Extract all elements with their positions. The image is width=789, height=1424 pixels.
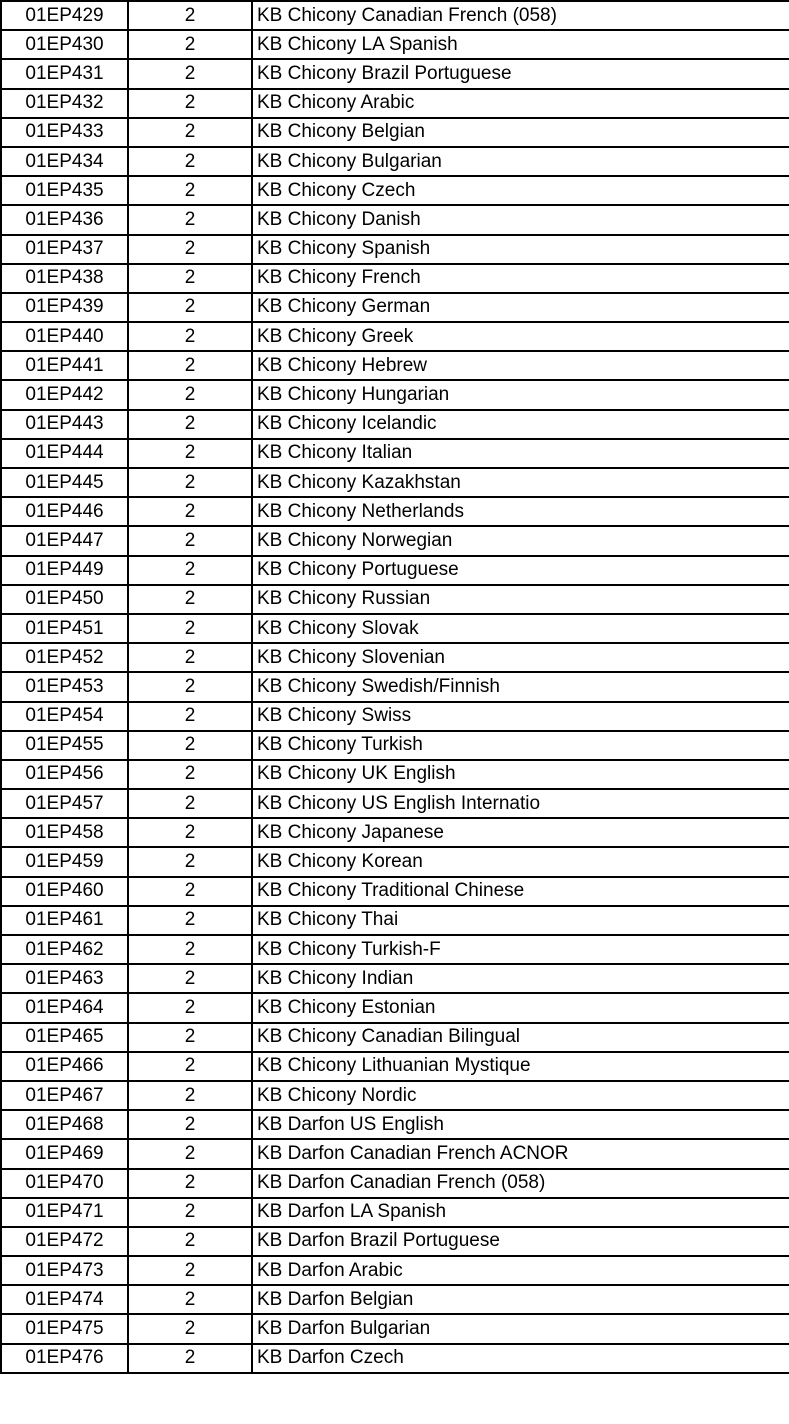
table-row bbox=[1, 993, 789, 1022]
part-number-cell: 01EP456 bbox=[1, 760, 128, 789]
quantity-cell: 2 bbox=[128, 1344, 252, 1373]
description-cell: KB Darfon US English bbox=[252, 1110, 789, 1139]
quantity-cell: 2 bbox=[128, 322, 252, 351]
table-row bbox=[1, 468, 789, 497]
table-row bbox=[1, 1227, 789, 1256]
table-row bbox=[1, 760, 789, 789]
quantity-cell: 2 bbox=[128, 1, 252, 30]
part-number-cell: 01EP465 bbox=[1, 1023, 128, 1052]
part-number-cell: 01EP451 bbox=[1, 614, 128, 643]
quantity-cell: 2 bbox=[128, 1256, 252, 1285]
quantity-cell: 2 bbox=[128, 585, 252, 614]
part-number-cell: 01EP470 bbox=[1, 1169, 128, 1198]
table-row bbox=[1, 410, 789, 439]
description-cell: KB Chicony Japanese bbox=[252, 818, 789, 847]
quantity-cell: 2 bbox=[128, 1169, 252, 1198]
quantity-cell: 2 bbox=[128, 877, 252, 906]
description-cell: KB Darfon Brazil Portuguese bbox=[252, 1227, 789, 1256]
part-number-cell: 01EP453 bbox=[1, 672, 128, 701]
table-row bbox=[1, 89, 789, 118]
part-number-cell: 01EP460 bbox=[1, 877, 128, 906]
description-cell: KB Chicony Turkish bbox=[252, 731, 789, 760]
part-number-cell: 01EP433 bbox=[1, 118, 128, 147]
description-cell: KB Chicony Kazakhstan bbox=[252, 468, 789, 497]
description-cell: KB Chicony Lithuanian Mystique bbox=[252, 1052, 789, 1081]
part-number-cell: 01EP449 bbox=[1, 556, 128, 585]
table-row bbox=[1, 556, 789, 585]
part-number-cell: 01EP442 bbox=[1, 380, 128, 409]
table-row bbox=[1, 789, 789, 818]
table-row bbox=[1, 1314, 789, 1343]
quantity-cell: 2 bbox=[128, 818, 252, 847]
description-cell: KB Chicony French bbox=[252, 264, 789, 293]
table-row bbox=[1, 380, 789, 409]
quantity-cell: 2 bbox=[128, 1023, 252, 1052]
quantity-cell: 2 bbox=[128, 906, 252, 935]
description-cell: KB Chicony Estonian bbox=[252, 993, 789, 1022]
table-row bbox=[1, 1285, 789, 1314]
quantity-cell: 2 bbox=[128, 410, 252, 439]
quantity-cell: 2 bbox=[128, 147, 252, 176]
table-row bbox=[1, 118, 789, 147]
quantity-cell: 2 bbox=[128, 439, 252, 468]
quantity-cell: 2 bbox=[128, 380, 252, 409]
description-cell: KB Chicony Arabic bbox=[252, 89, 789, 118]
table-row bbox=[1, 264, 789, 293]
quantity-cell: 2 bbox=[128, 526, 252, 555]
description-cell: KB Chicony Hungarian bbox=[252, 380, 789, 409]
quantity-cell: 2 bbox=[128, 731, 252, 760]
table-row bbox=[1, 497, 789, 526]
table-row bbox=[1, 1, 789, 30]
part-number-cell: 01EP429 bbox=[1, 1, 128, 30]
table-row bbox=[1, 1256, 789, 1285]
description-cell: KB Chicony Spanish bbox=[252, 235, 789, 264]
table-row bbox=[1, 702, 789, 731]
description-cell: KB Chicony Icelandic bbox=[252, 410, 789, 439]
table-row bbox=[1, 672, 789, 701]
quantity-cell: 2 bbox=[128, 205, 252, 234]
table-row bbox=[1, 1081, 789, 1110]
quantity-cell: 2 bbox=[128, 672, 252, 701]
part-number-cell: 01EP459 bbox=[1, 847, 128, 876]
part-number-cell: 01EP432 bbox=[1, 89, 128, 118]
description-cell: KB Chicony Brazil Portuguese bbox=[252, 59, 789, 88]
table-row bbox=[1, 30, 789, 59]
description-cell: KB Chicony Netherlands bbox=[252, 497, 789, 526]
description-cell: KB Darfon Czech bbox=[252, 1344, 789, 1373]
part-number-cell: 01EP474 bbox=[1, 1285, 128, 1314]
part-number-cell: 01EP445 bbox=[1, 468, 128, 497]
part-number-cell: 01EP461 bbox=[1, 906, 128, 935]
quantity-cell: 2 bbox=[128, 59, 252, 88]
table-row bbox=[1, 1169, 789, 1198]
quantity-cell: 2 bbox=[128, 497, 252, 526]
quantity-cell: 2 bbox=[128, 235, 252, 264]
part-number-cell: 01EP431 bbox=[1, 59, 128, 88]
part-number-cell: 01EP464 bbox=[1, 993, 128, 1022]
table-row bbox=[1, 235, 789, 264]
quantity-cell: 2 bbox=[128, 614, 252, 643]
description-cell: KB Chicony Slovak bbox=[252, 614, 789, 643]
quantity-cell: 2 bbox=[128, 789, 252, 818]
part-number-cell: 01EP447 bbox=[1, 526, 128, 555]
description-cell: KB Darfon Bulgarian bbox=[252, 1314, 789, 1343]
description-cell: KB Chicony LA Spanish bbox=[252, 30, 789, 59]
quantity-cell: 2 bbox=[128, 1110, 252, 1139]
quantity-cell: 2 bbox=[128, 89, 252, 118]
description-cell: KB Darfon Canadian French (058) bbox=[252, 1169, 789, 1198]
description-cell: KB Chicony Greek bbox=[252, 322, 789, 351]
part-number-cell: 01EP452 bbox=[1, 643, 128, 672]
quantity-cell: 2 bbox=[128, 351, 252, 380]
description-cell: KB Chicony Canadian French (058) bbox=[252, 1, 789, 30]
table-row bbox=[1, 614, 789, 643]
table-row bbox=[1, 585, 789, 614]
quantity-cell: 2 bbox=[128, 556, 252, 585]
part-number-cell: 01EP441 bbox=[1, 351, 128, 380]
table-row bbox=[1, 906, 789, 935]
description-cell: KB Chicony Belgian bbox=[252, 118, 789, 147]
part-number-cell: 01EP443 bbox=[1, 410, 128, 439]
part-number-cell: 01EP458 bbox=[1, 818, 128, 847]
description-cell: KB Chicony Czech bbox=[252, 176, 789, 205]
quantity-cell: 2 bbox=[128, 1314, 252, 1343]
table-row bbox=[1, 643, 789, 672]
description-cell: KB Chicony Danish bbox=[252, 205, 789, 234]
part-number-cell: 01EP469 bbox=[1, 1139, 128, 1168]
quantity-cell: 2 bbox=[128, 30, 252, 59]
description-cell: KB Chicony Traditional Chinese bbox=[252, 877, 789, 906]
part-number-cell: 01EP467 bbox=[1, 1081, 128, 1110]
part-number-cell: 01EP471 bbox=[1, 1198, 128, 1227]
description-cell: KB Chicony US English Internatio bbox=[252, 789, 789, 818]
description-cell: KB Chicony Nordic bbox=[252, 1081, 789, 1110]
table-row bbox=[1, 439, 789, 468]
description-cell: KB Chicony German bbox=[252, 293, 789, 322]
description-cell: KB Chicony Korean bbox=[252, 847, 789, 876]
part-number-cell: 01EP457 bbox=[1, 789, 128, 818]
part-number-cell: 01EP444 bbox=[1, 439, 128, 468]
part-number-cell: 01EP438 bbox=[1, 264, 128, 293]
quantity-cell: 2 bbox=[128, 293, 252, 322]
description-cell: KB Chicony Swiss bbox=[252, 702, 789, 731]
quantity-cell: 2 bbox=[128, 1052, 252, 1081]
table-row bbox=[1, 526, 789, 555]
table-row bbox=[1, 964, 789, 993]
table-row bbox=[1, 731, 789, 760]
quantity-cell: 2 bbox=[128, 264, 252, 293]
quantity-cell: 2 bbox=[128, 1139, 252, 1168]
quantity-cell: 2 bbox=[128, 1285, 252, 1314]
quantity-cell: 2 bbox=[128, 964, 252, 993]
description-cell: KB Chicony Norwegian bbox=[252, 526, 789, 555]
table-row bbox=[1, 59, 789, 88]
parts-table-body bbox=[1, 1, 789, 1373]
part-number-cell: 01EP430 bbox=[1, 30, 128, 59]
description-cell: KB Chicony Indian bbox=[252, 964, 789, 993]
part-number-cell: 01EP450 bbox=[1, 585, 128, 614]
table-row bbox=[1, 1052, 789, 1081]
part-number-cell: 01EP439 bbox=[1, 293, 128, 322]
table-row bbox=[1, 877, 789, 906]
part-number-cell: 01EP436 bbox=[1, 205, 128, 234]
table-row bbox=[1, 1139, 789, 1168]
description-cell: KB Chicony Slovenian bbox=[252, 643, 789, 672]
quantity-cell: 2 bbox=[128, 1198, 252, 1227]
quantity-cell: 2 bbox=[128, 643, 252, 672]
part-number-cell: 01EP435 bbox=[1, 176, 128, 205]
description-cell: KB Darfon Belgian bbox=[252, 1285, 789, 1314]
description-cell: KB Chicony Italian bbox=[252, 439, 789, 468]
table-row bbox=[1, 1110, 789, 1139]
part-number-cell: 01EP455 bbox=[1, 731, 128, 760]
part-number-cell: 01EP437 bbox=[1, 235, 128, 264]
description-cell: KB Darfon LA Spanish bbox=[252, 1198, 789, 1227]
table-row bbox=[1, 351, 789, 380]
quantity-cell: 2 bbox=[128, 760, 252, 789]
quantity-cell: 2 bbox=[128, 1081, 252, 1110]
quantity-cell: 2 bbox=[128, 935, 252, 964]
part-number-cell: 01EP466 bbox=[1, 1052, 128, 1081]
part-number-cell: 01EP476 bbox=[1, 1344, 128, 1373]
part-number-cell: 01EP475 bbox=[1, 1314, 128, 1343]
table-row bbox=[1, 176, 789, 205]
table-row bbox=[1, 1344, 789, 1373]
quantity-cell: 2 bbox=[128, 847, 252, 876]
description-cell: KB Chicony Hebrew bbox=[252, 351, 789, 380]
description-cell: KB Chicony Portuguese bbox=[252, 556, 789, 585]
part-number-cell: 01EP468 bbox=[1, 1110, 128, 1139]
quantity-cell: 2 bbox=[128, 468, 252, 497]
table-row bbox=[1, 322, 789, 351]
quantity-cell: 2 bbox=[128, 118, 252, 147]
part-number-cell: 01EP463 bbox=[1, 964, 128, 993]
description-cell: KB Chicony Russian bbox=[252, 585, 789, 614]
quantity-cell: 2 bbox=[128, 1227, 252, 1256]
description-cell: KB Chicony Bulgarian bbox=[252, 147, 789, 176]
description-cell: KB Chicony Canadian Bilingual bbox=[252, 1023, 789, 1052]
table-row bbox=[1, 147, 789, 176]
description-cell: KB Darfon Arabic bbox=[252, 1256, 789, 1285]
table-row bbox=[1, 1198, 789, 1227]
description-cell: KB Darfon Canadian French ACNOR bbox=[252, 1139, 789, 1168]
part-number-cell: 01EP473 bbox=[1, 1256, 128, 1285]
quantity-cell: 2 bbox=[128, 993, 252, 1022]
part-number-cell: 01EP446 bbox=[1, 497, 128, 526]
part-number-cell: 01EP462 bbox=[1, 935, 128, 964]
table-row bbox=[1, 293, 789, 322]
part-number-cell: 01EP440 bbox=[1, 322, 128, 351]
table-row bbox=[1, 205, 789, 234]
description-cell: KB Chicony Thai bbox=[252, 906, 789, 935]
description-cell: KB Chicony Turkish-F bbox=[252, 935, 789, 964]
part-number-cell: 01EP472 bbox=[1, 1227, 128, 1256]
table-row bbox=[1, 818, 789, 847]
table-row bbox=[1, 1023, 789, 1052]
description-cell: KB Chicony UK English bbox=[252, 760, 789, 789]
part-number-cell: 01EP454 bbox=[1, 702, 128, 731]
quantity-cell: 2 bbox=[128, 176, 252, 205]
description-cell: KB Chicony Swedish/Finnish bbox=[252, 672, 789, 701]
table-row bbox=[1, 935, 789, 964]
table-row bbox=[1, 847, 789, 876]
part-number-cell: 01EP434 bbox=[1, 147, 128, 176]
quantity-cell: 2 bbox=[128, 702, 252, 731]
